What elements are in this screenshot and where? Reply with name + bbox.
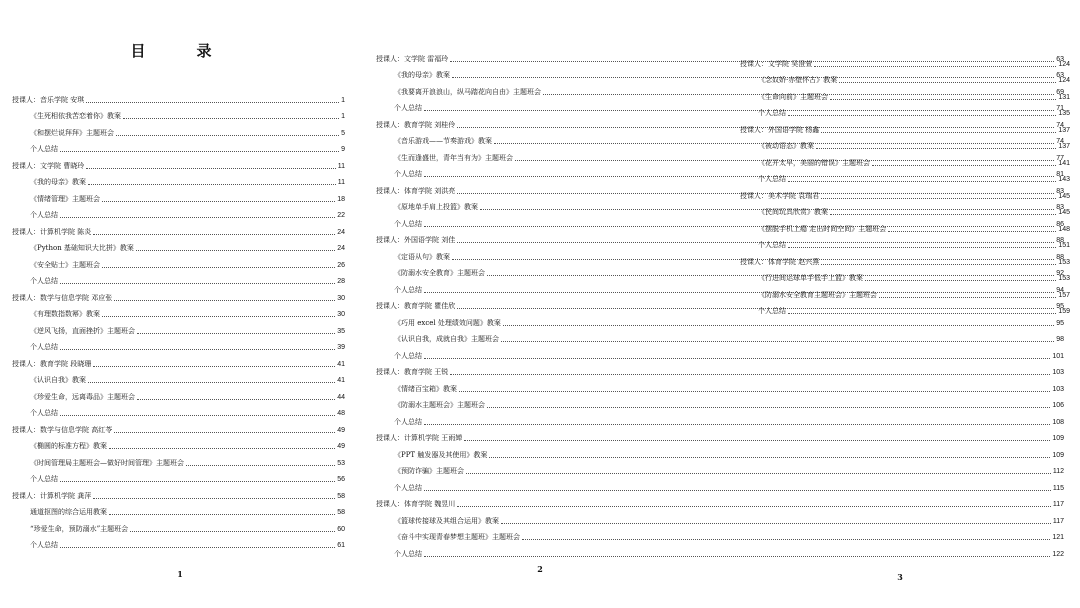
- toc-entry[interactable]: [12, 501, 345, 518]
- dot-leader: [888, 231, 1056, 232]
- toc-entry-label: 《椭圆的标准方程》教案: [30, 442, 107, 450]
- toc-entry-page-number: 145: [1058, 209, 1070, 216]
- page-number: 3: [897, 572, 903, 582]
- toc-entry-page-number: 58: [337, 492, 345, 500]
- page-number: 1: [177, 569, 183, 579]
- toc-entry-label: 《Python 基础知识大比拼》教案: [30, 244, 134, 252]
- toc-entry-label: 个人总结: [30, 475, 58, 483]
- dot-leader: [123, 118, 339, 119]
- toc-entry-label: 授课人：数学与信息学院 邓应张: [12, 293, 113, 302]
- toc-entry-page-number: 109: [1052, 435, 1064, 442]
- toc-entry-label: 个人总结: [394, 170, 422, 178]
- dot-leader: [788, 181, 1056, 182]
- toc-entry-instructor[interactable]: [376, 493, 1064, 510]
- toc-entry-label: 《奋斗中实现青春梦想主题班》主题班会: [394, 533, 520, 541]
- toc-entry-label: 《音乐游戏——节奏游戏》教案: [394, 137, 492, 145]
- toc-entry[interactable]: [376, 377, 1064, 394]
- toc-entry-page-number: 56: [337, 476, 345, 483]
- toc-entry-label: 授课人：音乐学院 安琪: [12, 95, 85, 104]
- toc-entry-page-number: 41: [337, 360, 345, 368]
- toc-entry-page-number: 53: [337, 459, 345, 467]
- dot-leader: [830, 214, 1056, 215]
- toc-entry-page-number: 112: [1052, 468, 1064, 475]
- dot-leader: [487, 407, 1050, 408]
- dot-leader: [522, 539, 1050, 540]
- toc-entry-page-number: 92: [1056, 270, 1064, 277]
- toc-entry-label: 《时间管理局主题班会—做好时间管理》主题班会: [30, 458, 184, 467]
- toc-entry-page-number: 58: [337, 509, 345, 516]
- toc-entry[interactable]: [12, 402, 345, 419]
- toc-entry-page-number: 24: [337, 228, 345, 236]
- dot-leader: [60, 283, 335, 284]
- dot-leader: [60, 415, 335, 416]
- toc-entry-page-number: 151: [1058, 242, 1070, 249]
- toc-entry-label: 《原地单手肩上投篮》教案: [394, 203, 478, 211]
- toc-entry-page-number: 131: [1058, 93, 1070, 101]
- toc-entry-label: 《认识自我，成就自我》主题班会: [394, 335, 499, 343]
- toc-entry-label: 《我的母亲》教案: [30, 178, 86, 186]
- toc-entry-label: “珍爱生命，预防溺水”主题班会: [30, 524, 129, 533]
- toc-entry-label: 授课人：计算机学院 陈炎: [12, 227, 92, 236]
- toc-list: [740, 52, 1070, 316]
- toc-entry[interactable]: [740, 151, 1070, 168]
- toc-entry-label: 授课人：美术学院 袁瑞君: [740, 191, 820, 200]
- toc-entry-label: 个人总结: [30, 277, 58, 285]
- dot-leader: [501, 523, 1051, 524]
- toc-entry-page-number: 61: [337, 542, 345, 549]
- toc-entry-page-number: 159: [1058, 308, 1070, 315]
- dot-leader: [137, 399, 335, 400]
- toc-entry[interactable]: [12, 138, 345, 155]
- toc-entry-label: 《生而逢盛世，青年当有为》主题班会: [394, 153, 513, 162]
- toc-entry-page-number: 117: [1052, 517, 1064, 525]
- toc-entry[interactable]: [740, 217, 1070, 234]
- dot-leader: [109, 448, 335, 449]
- toc-entry-instructor[interactable]: [740, 118, 1070, 135]
- toc-entry[interactable]: [740, 201, 1070, 218]
- toc-entry-page-number: 95: [1056, 303, 1064, 310]
- toc-entry-label: 个人总结: [758, 241, 786, 249]
- toc-entry-page-number: 103: [1052, 385, 1064, 393]
- toc-entry-page-number: 11: [337, 162, 345, 170]
- toc-entry-instructor[interactable]: [12, 484, 345, 501]
- toc-entry-label: 个人总结: [394, 351, 422, 360]
- dot-leader: [821, 198, 1056, 199]
- toc-entry-label: 授课人：教育学院 刘桂伶: [376, 120, 456, 129]
- toc-entry-page-number: 18: [337, 195, 345, 203]
- toc-entry-page-number: 63: [1056, 72, 1064, 79]
- dot-leader: [130, 531, 335, 532]
- toc-entry[interactable]: [12, 187, 345, 204]
- toc-entry-page-number: 22: [337, 212, 345, 219]
- toc-entry-page-number: 28: [337, 278, 345, 285]
- toc-entry-page-number: 11: [337, 179, 345, 186]
- toc-entry[interactable]: [740, 168, 1070, 185]
- toc-entry-label: 《PPT 触发器及其使用》教案: [394, 450, 488, 459]
- toc-entry[interactable]: [12, 237, 345, 254]
- toc-entry[interactable]: [740, 69, 1070, 86]
- toc-entry-page-number: 1: [341, 96, 345, 104]
- dot-leader: [60, 547, 335, 548]
- toc-entry[interactable]: [12, 534, 345, 551]
- toc-entry[interactable]: [12, 336, 345, 353]
- toc-entry[interactable]: [740, 85, 1070, 102]
- toc-entry-instructor[interactable]: [12, 154, 345, 171]
- dot-leader: [459, 391, 1050, 392]
- toc-entry-page-number: 26: [337, 261, 345, 269]
- toc-entry-page-number: 153: [1058, 275, 1070, 282]
- toc-entry-label: 授课人：教育学院 段晓珊: [12, 359, 92, 368]
- toc-entry-label: 个人总结: [394, 549, 422, 558]
- toc-entry-label: 《珍爱生命，远离毒品》主题班会: [30, 392, 135, 401]
- toc-entry[interactable]: [12, 468, 345, 485]
- toc-entry-label: 《情绪管理》主题班会: [30, 194, 100, 203]
- toc-entry-label: 个人总结: [758, 307, 786, 315]
- dot-leader: [821, 132, 1056, 133]
- dot-leader: [872, 165, 1056, 166]
- dot-leader: [424, 424, 1050, 425]
- dot-leader: [102, 201, 335, 202]
- toc-entry-page-number: 49: [337, 443, 345, 450]
- toc-entry-label: 《我的母亲》教案: [394, 71, 450, 79]
- toc-entry-page-number: 103: [1052, 369, 1064, 376]
- toc-entry-label: 《生命向前》主题班会: [758, 92, 828, 101]
- toc-entry-label: 个人总结: [30, 343, 58, 351]
- dot-leader: [93, 366, 335, 367]
- toc-entry-label: 授课人：文学院 曹晓玲: [12, 161, 85, 170]
- toc-entry-page-number: 77: [1056, 154, 1064, 162]
- page-title: 目 录: [130, 42, 230, 60]
- dot-leader: [114, 432, 335, 433]
- toc-entry-label: 个人总结: [394, 483, 422, 492]
- toc-entry[interactable]: [376, 394, 1064, 411]
- toc-entry-page-number: 86: [1056, 220, 1064, 228]
- toc-entry-label: 授课人：外国语学院 刘佳: [376, 236, 456, 244]
- dot-leader: [86, 102, 339, 103]
- toc-entry-label: 授课人：外国语学院 杨鑫: [740, 125, 820, 134]
- toc-entry-label: 个人总结: [30, 541, 58, 549]
- toc-entry-page-number: 135: [1058, 110, 1070, 117]
- toc-entry[interactable]: [12, 319, 345, 336]
- toc-entry-label: 《逆风飞扬，直面挫折》主题班会: [30, 326, 135, 335]
- toc-entry-page-number: 71: [1056, 105, 1064, 112]
- toc-entry-page-number: 88: [1056, 253, 1064, 261]
- toc-entry-instructor[interactable]: [12, 88, 345, 105]
- dot-leader: [137, 333, 335, 334]
- dot-leader: [60, 349, 335, 350]
- toc-entry[interactable]: [376, 526, 1064, 543]
- toc-entry-page-number: 122: [1052, 550, 1064, 558]
- dot-leader: [424, 358, 1050, 359]
- toc-entry[interactable]: [12, 517, 345, 534]
- toc-entry-page-number: 48: [337, 410, 345, 417]
- toc-entry-label: 《认识自我》教案: [30, 376, 86, 384]
- toc-entry[interactable]: [12, 204, 345, 221]
- dot-leader: [466, 473, 1051, 474]
- dot-leader: [839, 82, 1056, 83]
- toc-entry-label: 《情绪百宝箱》教案: [394, 384, 457, 393]
- toc-entry[interactable]: [740, 135, 1070, 152]
- toc-entry-label: 授课人：文学院 吴澄萱: [740, 59, 813, 68]
- dot-leader: [503, 325, 1054, 326]
- toc-entry-page-number: 88: [1056, 237, 1064, 244]
- toc-entry[interactable]: [12, 105, 345, 122]
- toc-entry-page-number: 94: [1056, 286, 1064, 294]
- toc-entry[interactable]: [376, 542, 1064, 559]
- toc-entry-page-number: 101: [1052, 352, 1064, 360]
- toc-entry[interactable]: [12, 270, 345, 287]
- toc-entry-page-number: 124: [1058, 77, 1070, 84]
- dot-leader: [830, 99, 1056, 100]
- dot-leader: [865, 280, 1056, 281]
- toc-entry-page-number: 5: [341, 129, 345, 137]
- toc-entry[interactable]: [740, 102, 1070, 119]
- toc-entry-instructor[interactable]: [12, 220, 345, 237]
- toc-entry-label: 授课人：体育学院 赵兴燕: [740, 257, 820, 266]
- toc-entry-label: 《行进间运球单手低手上篮》教案: [758, 274, 863, 282]
- toc-entry-instructor[interactable]: [740, 184, 1070, 201]
- toc-entry-label: 《花开太早，美丽的错误》主题班会: [758, 158, 870, 167]
- dot-leader: [136, 250, 335, 251]
- toc-entry[interactable]: [376, 460, 1064, 477]
- dot-leader: [60, 217, 335, 218]
- toc-entry[interactable]: [12, 121, 345, 138]
- toc-entry-label: 个人总结: [394, 104, 422, 112]
- toc-entry[interactable]: [12, 435, 345, 452]
- toc-entry-page-number: 124: [1058, 60, 1070, 68]
- toc-entry-label: 个人总结: [394, 219, 422, 228]
- toc-entry-instructor[interactable]: [12, 418, 345, 435]
- toc-entry[interactable]: [376, 443, 1064, 460]
- toc-entry-instructor[interactable]: [12, 286, 345, 303]
- toc-entry-page-number: 44: [337, 393, 345, 401]
- toc-entry[interactable]: [376, 476, 1064, 493]
- toc-entry-label: 《安全贴士》主题班会: [30, 260, 100, 269]
- toc-entry-page-number: 83: [1056, 187, 1064, 195]
- toc-entry-label: 《和摆烂说拜拜》主题班会: [30, 128, 114, 137]
- toc-entry-label: 《被动语态》教案: [758, 142, 814, 150]
- dot-leader: [88, 184, 336, 185]
- toc-entry-label: 《防溺水安全教育》主题班会: [394, 269, 485, 277]
- toc-entry-label: 授课人：体育学院 魏昱川: [376, 500, 456, 508]
- toc-entry[interactable]: [12, 369, 345, 386]
- dot-leader: [102, 316, 335, 317]
- toc-entry-label: 《巧用 excel 处理绩效问题》教案: [394, 318, 501, 327]
- toc-entry-label: 授课人：教育学院 瞿佳欣: [376, 302, 456, 310]
- toc-entry-label: 个人总结: [758, 109, 786, 117]
- dot-leader: [424, 556, 1050, 557]
- toc-entry-page-number: 115: [1052, 484, 1064, 492]
- toc-entry-page-number: 121: [1052, 534, 1064, 541]
- toc-entry-label: 《我要离开浪浪山，纵马踏花向自由》主题班会: [394, 87, 541, 96]
- toc-entry[interactable]: [740, 234, 1070, 251]
- dot-leader: [879, 297, 1056, 298]
- toc-entry-label: 个人总结: [758, 175, 786, 183]
- toc-entry-page-number: 106: [1052, 402, 1064, 409]
- toc-entry[interactable]: [376, 344, 1064, 361]
- toc-entry-label: 《篮球传接球及其组合运用》教案: [394, 516, 499, 525]
- toc-entry-label: 个人总结: [394, 417, 422, 426]
- toc-entry-label: 《念奴娇·赤壁怀古》教案: [758, 76, 838, 84]
- toc-entry-instructor[interactable]: [740, 52, 1070, 69]
- dot-leader: [86, 168, 335, 169]
- dot-leader: [186, 465, 335, 466]
- toc-entry-page-number: 153: [1058, 258, 1070, 266]
- toc-entry-page-number: 39: [337, 344, 345, 351]
- toc-entry-instructor[interactable]: [740, 250, 1070, 267]
- toc-entry[interactable]: [12, 451, 345, 468]
- dot-leader: [816, 148, 1056, 149]
- toc-entry-page-number: 148: [1058, 225, 1070, 233]
- toc-entry-label: 授课人：体育学院 刘洪亮: [376, 186, 456, 195]
- toc-entry-page-number: 35: [337, 327, 345, 335]
- toc-entry-page-number: 74: [1056, 138, 1064, 145]
- toc-entry[interactable]: [376, 328, 1064, 345]
- toc-entry-page-number: 63: [1056, 55, 1064, 63]
- toc-entry-page-number: 41: [337, 377, 345, 384]
- toc-entry[interactable]: [740, 267, 1070, 284]
- toc-entry[interactable]: [12, 171, 345, 188]
- dot-leader: [450, 374, 1050, 375]
- toc-entry-instructor[interactable]: [12, 352, 345, 369]
- dot-leader: [788, 115, 1056, 116]
- toc-entry-label: 授课人：计算机学院 王雨婵: [376, 434, 463, 442]
- toc-entry-label: 个人总结: [394, 285, 422, 294]
- toc-entry-page-number: 137: [1058, 126, 1070, 134]
- toc-entry-label: 授课人：教育学院 王锐: [376, 368, 449, 376]
- toc-entry-page-number: 24: [337, 245, 345, 252]
- toc-entry-label: 《摆脱手机上瘾 走出时间空间》主题班会: [758, 224, 887, 233]
- toc-entry-page-number: 69: [1056, 88, 1064, 96]
- toc-entry-label: 《民间玩具欣赏》教案: [758, 208, 828, 216]
- toc-entry[interactable]: [740, 300, 1070, 317]
- toc-entry-page-number: 30: [337, 311, 345, 318]
- dot-leader: [88, 382, 335, 383]
- dot-leader: [457, 506, 1051, 507]
- toc-entry-page-number: 141: [1058, 159, 1070, 167]
- toc-entry-page-number: 98: [1056, 336, 1064, 343]
- toc-entry-page-number: 117: [1052, 501, 1064, 508]
- dot-leader: [814, 66, 1056, 67]
- toc-entry-instructor[interactable]: [376, 361, 1064, 378]
- toc-entry-label: 《防溺水主题班会》主题班会: [394, 401, 485, 409]
- toc-entry-label: 《定语从句》教案: [394, 252, 450, 261]
- dot-leader: [788, 313, 1056, 314]
- toc-entry-page-number: 157: [1058, 291, 1070, 299]
- toc-entry-page-number: 83: [1056, 204, 1064, 211]
- toc-entry-label: 授课人：计算机学院 龚萍: [12, 491, 92, 500]
- toc-entry-label: 个人总结: [30, 409, 58, 417]
- toc-entry-label: 个人总结: [30, 211, 58, 219]
- toc-entry-page-number: 1: [341, 113, 345, 120]
- page-number: 2: [537, 564, 543, 574]
- dot-leader: [116, 135, 339, 136]
- dot-leader: [109, 514, 335, 515]
- dot-leader: [102, 267, 335, 268]
- toc-entry-page-number: 30: [337, 294, 345, 302]
- toc-entry-page-number: 108: [1052, 418, 1064, 426]
- dot-leader: [501, 341, 1054, 342]
- dot-leader: [60, 481, 335, 482]
- dot-leader: [60, 151, 339, 152]
- toc-entry-label: 个人总结: [30, 145, 58, 153]
- toc-entry-label: 《有理数指数幂》教案: [30, 310, 100, 318]
- dot-leader: [788, 247, 1056, 248]
- toc-entry-instructor[interactable]: [376, 427, 1064, 444]
- dot-leader: [489, 457, 1050, 458]
- toc-entry-page-number: 95: [1056, 319, 1064, 327]
- dot-leader: [424, 490, 1051, 491]
- dot-leader: [93, 498, 335, 499]
- toc-entry-label: 通道抠图的综合运用教案: [30, 508, 107, 516]
- toc-entry-label: 授课人：数学与信息学院 高红苓: [12, 425, 113, 434]
- toc-entry-label: 《防溺水安全教育主题班会》主题班会: [758, 290, 877, 299]
- dot-leader: [93, 234, 335, 235]
- toc-entry-page-number: 109: [1052, 451, 1064, 459]
- dot-leader: [464, 440, 1050, 441]
- toc-entry-label: 《生死相依我苦恋着你》教案: [30, 112, 121, 120]
- toc-entry[interactable]: [12, 253, 345, 270]
- dot-leader: [821, 264, 1056, 265]
- toc-entry[interactable]: [740, 283, 1070, 300]
- toc-entry[interactable]: [376, 509, 1064, 526]
- toc-entry-page-number: 145: [1058, 192, 1070, 200]
- toc-entry-label: 《预防诈骗》主题班会: [394, 467, 464, 475]
- dot-leader: [114, 300, 335, 301]
- toc-entry-label: 授课人：文学院 雷福玲: [376, 54, 449, 63]
- toc-entry[interactable]: [12, 303, 345, 320]
- toc-entry[interactable]: [12, 385, 345, 402]
- toc-entry-page-number: 74: [1056, 121, 1064, 129]
- toc-list: [12, 88, 345, 550]
- toc-entry-page-number: 137: [1058, 143, 1070, 150]
- toc-entry[interactable]: [376, 410, 1064, 427]
- toc-entry-page-number: 9: [341, 146, 345, 153]
- toc-entry-page-number: 143: [1058, 176, 1070, 183]
- toc-entry-page-number: 60: [337, 525, 345, 533]
- toc-entry-page-number: 81: [1056, 171, 1064, 178]
- toc-entry-page-number: 49: [337, 426, 345, 434]
